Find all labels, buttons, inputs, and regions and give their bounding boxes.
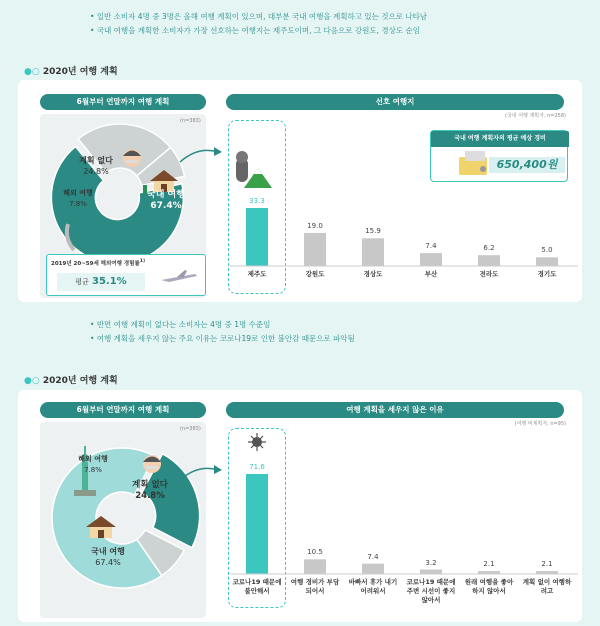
s1-pie-label-domestic: 국내 여행 67.4% bbox=[147, 190, 185, 211]
experience-label: 2019년 20~59세 해외여행 경험률$^{1)}$ bbox=[51, 259, 146, 267]
bar-value-5: 5.0 bbox=[541, 246, 553, 255]
bar-category-3: 코로나19 때문에 주변 시선이 좋지 않아서 bbox=[406, 578, 456, 604]
virus-icon bbox=[247, 432, 267, 452]
bar-category-2: 바빠서 휴가 내기 어려워서 bbox=[348, 578, 398, 595]
bullet-2: • 국내 여행을 계획한 소비자가 가장 선호하는 여행지는 제주도이며, 그 다음으로 강원도, 경상도 순임 bbox=[90, 24, 427, 38]
bar-4 bbox=[478, 255, 500, 266]
bar-value-1: 10.5 bbox=[307, 548, 323, 557]
top-bullets bbox=[90, 10, 427, 38]
bar-value-2: 7.4 bbox=[367, 552, 379, 561]
experience-value-box: 평균 35.1% bbox=[57, 273, 145, 291]
person-icon-2 bbox=[143, 455, 161, 473]
bar-0 bbox=[246, 208, 268, 266]
wallet-icon bbox=[457, 149, 491, 177]
bar-1 bbox=[304, 233, 326, 266]
bar-value-5: 2.1 bbox=[541, 560, 553, 569]
bar-2 bbox=[362, 564, 384, 574]
bar-value-2: 15.9 bbox=[365, 227, 381, 236]
bar-value-1: 19.0 bbox=[307, 221, 323, 230]
s2-pie-label-none: 계획 없다 24.8% bbox=[132, 480, 168, 501]
bullet-1: • 일반 소비자 4명 중 3명은 올해 여행 계획이 있으며, 대부분 국내 여행을 계획하고 있는 것으로 나타남 bbox=[90, 10, 427, 24]
bar-category-2: 경상도 bbox=[363, 270, 383, 278]
bar-5 bbox=[536, 257, 558, 266]
bar-value-0: 71.6 bbox=[249, 463, 265, 471]
s2-pie-label-domestic: 국내 여행 67.4% bbox=[91, 547, 125, 567]
expense-box bbox=[430, 130, 568, 182]
section1-title: ●○ 2020년 여행 계획 bbox=[24, 67, 118, 77]
s2-pie-label-overseas: 해외 여행 7.8% bbox=[78, 455, 108, 474]
s2-right-header: 여행 계획을 세우지 않은 이유 bbox=[226, 402, 564, 418]
bar-category-5: 경기도 bbox=[537, 270, 557, 278]
bar-value-4: 6.2 bbox=[483, 244, 495, 253]
s1-bars bbox=[246, 208, 558, 266]
bar-1 bbox=[304, 559, 326, 574]
s2-pointer-arrow-icon bbox=[178, 456, 228, 484]
s2-right-n: (여행 비계획자, n=95) bbox=[514, 421, 566, 427]
s2-left-header: 6월부터 연말까지 여행 계획 bbox=[40, 402, 206, 418]
s2-pie-chart bbox=[40, 422, 206, 618]
bar-0 bbox=[246, 474, 268, 574]
bar-3 bbox=[420, 570, 442, 574]
bar-value-0: 33.3 bbox=[249, 197, 265, 205]
s1-pie-label-overseas: 해외 여행 7.8% bbox=[63, 189, 93, 208]
s1-left-n: (n=383) bbox=[180, 118, 201, 124]
bar-category-4: 원래 여행을 좋아하지 않아서 bbox=[464, 578, 514, 595]
bar-category-4: 전라도 bbox=[479, 270, 499, 278]
mid-bullet-1: • 반면 여행 계획이 없다는 소비자는 4명 중 1명 수준임 bbox=[90, 318, 355, 332]
bar-category-0: 제주도 bbox=[247, 270, 267, 278]
s2-left-n: (n=383) bbox=[180, 426, 201, 432]
bar-value-4: 2.1 bbox=[483, 560, 495, 569]
bar-category-1: 강원도 bbox=[305, 270, 325, 278]
bar-2 bbox=[362, 238, 384, 266]
mid-bullets bbox=[90, 318, 355, 346]
title-dot-icon-2: ●○ bbox=[24, 376, 40, 386]
bar-value-3: 3.2 bbox=[425, 558, 437, 567]
airplane-icon bbox=[159, 269, 199, 283]
s2-bars bbox=[246, 474, 558, 574]
person-icon bbox=[123, 149, 141, 167]
s1-right-n: (국내 여행 계획자, n=258) bbox=[505, 113, 566, 119]
expense-label: 국내 여행 계획자의 평균 예상 경비 bbox=[431, 131, 569, 147]
s1-pointer-arrow-icon bbox=[178, 138, 226, 166]
expense-value: 650,400원 bbox=[489, 157, 565, 173]
bar-category-0: 코로나19 때문에 불안해서 bbox=[232, 578, 282, 595]
experience-box bbox=[46, 254, 206, 296]
bar-category-5: 계획 없이 여행하려고 bbox=[522, 578, 572, 595]
title-dot-icon: ●○ bbox=[24, 67, 40, 77]
mid-bullet-2: • 여행 계획을 세우지 않는 주요 이유는 코로나19로 인한 불안감 때문으로 파악됨 bbox=[90, 332, 355, 346]
bar-category-1: 여행 경비가 부담되어서 bbox=[290, 578, 340, 595]
section2-title: ●○ 2020년 여행 계획 bbox=[24, 376, 118, 386]
bar-3 bbox=[420, 253, 442, 266]
s1-left-header: 6월부터 연말까지 여행 계획 bbox=[40, 94, 206, 110]
s1-right-header: 선호 여행지 bbox=[226, 94, 564, 110]
bar-value-3: 7.4 bbox=[425, 242, 437, 251]
s1-pie-label-none: 계획 없다 24.8% bbox=[79, 156, 113, 176]
bar-category-3: 부산 bbox=[424, 270, 438, 278]
